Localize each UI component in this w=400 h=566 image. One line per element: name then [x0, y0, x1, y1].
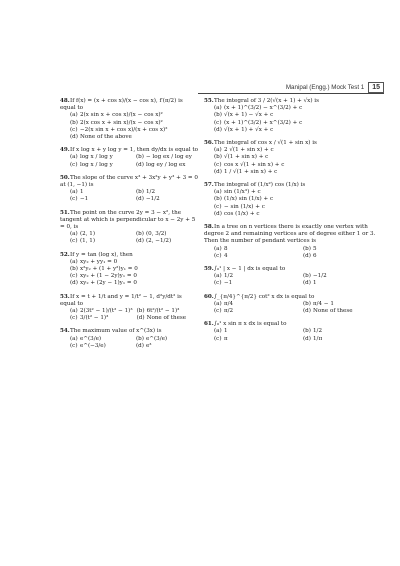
options: [214, 273, 388, 287]
option-text: √(x + 1) + √x + c: [224, 126, 274, 133]
option-text: −1: [224, 280, 233, 287]
option-letter: (b): [136, 189, 144, 196]
option: [214, 162, 388, 169]
left-column: [60, 98, 198, 356]
options: [214, 189, 388, 218]
option-text: √(x + 1) − √x + c: [224, 112, 274, 119]
option-letter: (d): [303, 308, 311, 315]
option-text: − sin (1/x) + c: [224, 203, 265, 210]
option-text: 2 √(1 + sin x) + c: [224, 147, 274, 154]
option-letter: (a): [214, 189, 222, 196]
question-number: 58.: [204, 224, 214, 231]
question-stem: If x log x + y log y = 1, then dy/dx is equal to: [70, 147, 199, 154]
option-letter: (d): [303, 252, 311, 259]
question: [204, 224, 388, 260]
option-text: 1: [224, 328, 228, 335]
option-text: (0, 3/2): [146, 231, 167, 238]
options: [214, 105, 388, 134]
option-text: log x / log y: [80, 161, 113, 168]
option-text: −1/2: [146, 196, 160, 203]
option: [303, 308, 388, 315]
option-text: π/4 − 1: [313, 300, 334, 307]
question-stem: The slope of the curve x³ + 3x²y + y³ + 3 = 0 at (1, −1) is: [60, 174, 198, 189]
option-text: −2(x sin x + cos x)/(x + cos x)²: [80, 126, 168, 133]
option-text: e^(3/e): [80, 335, 102, 342]
option-letter: (c): [214, 119, 222, 126]
option-letter: (a): [70, 308, 78, 315]
option: [70, 120, 198, 127]
option-letter: (b): [303, 328, 311, 335]
option-text: (1/x) sin (1/x) + c: [224, 196, 274, 203]
option: [214, 301, 299, 308]
page-header: [286, 82, 384, 93]
option-letter: (d): [136, 161, 144, 168]
question: [60, 252, 198, 288]
question-number: 49.: [60, 147, 70, 154]
header-title: Manipal (Engg.) Mock Test 1: [285, 84, 365, 91]
option: [214, 280, 299, 287]
option: [214, 154, 388, 161]
options: [70, 336, 198, 350]
option: [214, 169, 388, 176]
option-text: 1: [80, 189, 84, 196]
question: [204, 98, 388, 134]
option: [303, 280, 388, 287]
option: [70, 154, 132, 161]
question: [204, 294, 388, 316]
option-letter: (a): [214, 300, 222, 307]
question-number: 57.: [204, 182, 214, 189]
option-letter: (b): [136, 308, 145, 315]
question: [60, 147, 198, 169]
question-stem: The integral of (1/x²) cos (1/x) is: [214, 182, 306, 189]
option-text: π/2: [224, 308, 234, 315]
option: [70, 280, 198, 287]
option: [214, 127, 388, 134]
option-text: (2, 1): [80, 231, 96, 238]
right-column: [204, 98, 388, 349]
option: [136, 154, 198, 161]
option-letter: (b): [70, 119, 78, 126]
options: [70, 259, 198, 288]
option: [70, 134, 198, 141]
option-text: sin (1/x³) + c: [224, 189, 261, 196]
option-text: − log ex / log ey: [146, 154, 192, 161]
option-letter: (c): [70, 238, 78, 245]
option-letter: (a): [214, 147, 222, 154]
option-text: log x / log y: [80, 154, 113, 161]
option-letter: (a): [70, 335, 78, 342]
option-letter: (b): [136, 335, 144, 342]
option-text: cos x √(1 + sin x) + c: [224, 161, 285, 168]
option-letter: (d): [303, 335, 311, 342]
question-number: 50.: [60, 174, 70, 181]
option-text: 1/2: [313, 328, 323, 335]
question-number: 53.: [60, 293, 70, 300]
option-letter: (a): [214, 105, 222, 112]
option: [214, 308, 299, 315]
option-letter: (a): [214, 328, 222, 335]
option: [70, 238, 132, 245]
option-text: 5: [313, 245, 317, 252]
question: [60, 98, 198, 141]
option-letter: (c): [70, 196, 78, 203]
options: [70, 308, 198, 322]
question-stem: In a tree on n vertices there is exactly one vertex with degree 2 and remaining vertices are of degree either 1 or 3. Then the number of pendant vertices is: [204, 224, 376, 245]
option-text: π: [224, 335, 228, 342]
option: [136, 336, 198, 343]
question-stem: If x = t + 1/t and y = 1/t² − 1, d²y/dt² is equal to: [60, 293, 182, 307]
option-text: 6t²/(t² − 1)³: [146, 308, 180, 315]
option-letter: (b): [214, 154, 222, 161]
option-letter: (a): [214, 245, 222, 252]
option-text: x²y₂ + (1 + y²)y₁ = 0: [80, 266, 138, 273]
question-number: 51.: [60, 209, 70, 216]
question-stem: The integral of 3 / 2(√(x + 1) + √x) is: [214, 98, 319, 104]
option-letter: (d): [303, 280, 311, 287]
option: [214, 120, 388, 127]
option: [70, 112, 198, 119]
option: [136, 196, 198, 203]
option-text: −1/2: [313, 273, 327, 280]
option-text: 2(x sin x + cos x)/(x − cos x)²: [80, 112, 163, 119]
option: [303, 336, 388, 343]
option-letter: (c): [70, 342, 78, 349]
option-text: e³: [146, 342, 152, 349]
option-text: 8: [224, 245, 228, 252]
question-number: 61.: [204, 321, 214, 328]
question: [60, 294, 198, 323]
option-text: 1 / √(1 + sin x) + c: [224, 168, 278, 175]
header-rule: [198, 93, 384, 94]
option: [70, 315, 133, 322]
option-letter: (d): [214, 126, 222, 133]
option: [70, 196, 132, 203]
option-text: e^(−3/e): [80, 342, 106, 349]
option-letter: (d): [136, 342, 144, 349]
option-text: 4: [224, 252, 228, 259]
option-text: (2, −1/2): [146, 238, 172, 245]
option-letter: (b): [136, 231, 144, 238]
option-letter: (d): [136, 238, 144, 245]
options: [214, 328, 388, 342]
option-text: π/4: [224, 300, 234, 307]
option-text: (1, 1): [80, 238, 96, 245]
page-number: 15: [368, 82, 384, 93]
option: [303, 301, 388, 308]
option-letter: (a): [70, 189, 78, 196]
option: [70, 336, 132, 343]
option-letter: (c): [214, 161, 222, 168]
question-stem: The maximum value of x^(3x) is: [70, 328, 162, 335]
option: [214, 204, 388, 211]
question: [60, 175, 198, 204]
options: [70, 112, 198, 141]
option-letter: (b): [303, 300, 311, 307]
options: [214, 301, 388, 315]
option: [303, 328, 388, 335]
option: [214, 211, 388, 218]
option-letter: (d): [70, 280, 78, 287]
question-stem: The point on the curve 2y = 3 − x², the tangent at which is perpendicular to x − 2y + 5 = 0, is: [60, 209, 196, 231]
option: [137, 315, 198, 322]
question-stem: ∫₀¹ | x − 1 | dx is equal to: [214, 266, 286, 273]
question: [60, 328, 198, 350]
option: [136, 343, 198, 350]
option-letter: (b): [303, 273, 311, 280]
options: [214, 246, 388, 260]
option-letter: (d): [214, 210, 222, 217]
option: [136, 238, 198, 245]
option-text: None of these: [146, 315, 187, 322]
option-text: 1/2: [146, 189, 156, 196]
option-text: 1/2: [224, 273, 234, 280]
options: [70, 231, 198, 245]
question: [204, 266, 388, 288]
question-number: 56.: [204, 140, 214, 147]
option: [303, 246, 388, 253]
option-letter: (b): [136, 154, 144, 161]
option-text: −1: [80, 196, 89, 203]
option: [214, 196, 388, 203]
options: [70, 154, 198, 168]
option-text: 2(x cos x + sin x)/(x − cos x)²: [80, 119, 163, 126]
option: [70, 343, 132, 350]
question: [60, 210, 198, 246]
option-letter: (a): [70, 154, 78, 161]
question-stem: The integral of cos x / √(1 + sin x) is: [214, 140, 317, 147]
question: [204, 321, 388, 343]
question-number: 48.: [60, 98, 70, 104]
option: [70, 259, 198, 266]
option-letter: (a): [214, 273, 222, 280]
question-stem: ∫₀¹ x sin π x dx is equal to: [214, 321, 287, 328]
option-letter: (c): [70, 126, 78, 133]
option-letter: (a): [70, 112, 78, 119]
option-letter: (d): [70, 134, 78, 141]
option-letter: (d): [214, 168, 222, 175]
option-letter: (c): [70, 315, 78, 322]
option-text: xy₂ + yy₁ = 0: [80, 258, 118, 265]
option-text: 1/π: [313, 335, 323, 342]
option: [214, 112, 388, 119]
option-letter: (c): [214, 335, 222, 342]
option-text: None of these: [313, 308, 353, 315]
question-stem: If y = tan (log x), then: [70, 251, 133, 258]
option-letter: (d): [136, 315, 145, 322]
option-text: 1: [313, 280, 317, 287]
option-letter: (c): [70, 273, 78, 280]
option-letter: (b): [214, 196, 222, 203]
option-letter: (b): [303, 245, 311, 252]
option: [70, 127, 198, 134]
option-text: 2(3t² − 1)/(t² − 1)³: [80, 308, 133, 315]
option-letter: (c): [70, 161, 78, 168]
option: [136, 162, 198, 169]
option-letter: (c): [214, 252, 222, 259]
option-text: 3/(t² − 1)³: [80, 315, 109, 322]
options: [70, 189, 198, 203]
question-number: 52.: [60, 251, 70, 258]
option-text: xy₂ + (1 − 2y)y₁ = 0: [80, 273, 137, 280]
option: [303, 253, 388, 260]
option-letter: (d): [136, 196, 144, 203]
option-letter: (c): [214, 203, 222, 210]
question-stem: ∫_{π/4}^{π/2} cot² x dx is equal to: [214, 293, 315, 300]
question-number: 60.: [204, 293, 214, 300]
option: [214, 336, 299, 343]
option-text: log ey / log ex: [146, 161, 186, 168]
option: [70, 162, 132, 169]
option-letter: (a): [70, 258, 78, 265]
question-number: 59.: [204, 266, 214, 273]
question: [204, 182, 388, 218]
option-letter: (c): [214, 308, 222, 315]
option-text: (x + 1)^(3/2) + x^(3/2) + c: [224, 119, 303, 126]
option: [214, 253, 299, 260]
question-number: 55.: [204, 98, 214, 104]
option-letter: (a): [70, 231, 78, 238]
question-stem: If f(x) = (x + cos x)/(x − cos x), f′(π/2) is equal to: [60, 98, 183, 112]
option-text: e^(3/e): [146, 335, 168, 342]
option-text: √(1 + sin x) + c: [224, 154, 269, 161]
option: [214, 328, 299, 335]
option-text: xy₂ + (2y − 1)y₁ = 0: [80, 280, 137, 287]
question: [204, 140, 388, 176]
option-text: cos (1/x) + c: [224, 210, 260, 217]
option-letter: (b): [70, 266, 78, 273]
options: [214, 147, 388, 176]
option-letter: (b): [214, 112, 222, 119]
option-letter: (c): [214, 280, 222, 287]
option-text: (x + 1)^(3/2) − x^(3/2) + c: [224, 105, 303, 112]
option-text: 6: [313, 252, 317, 259]
option-text: None of the above: [80, 134, 132, 141]
option: [214, 246, 299, 253]
question-number: 54.: [60, 328, 70, 335]
